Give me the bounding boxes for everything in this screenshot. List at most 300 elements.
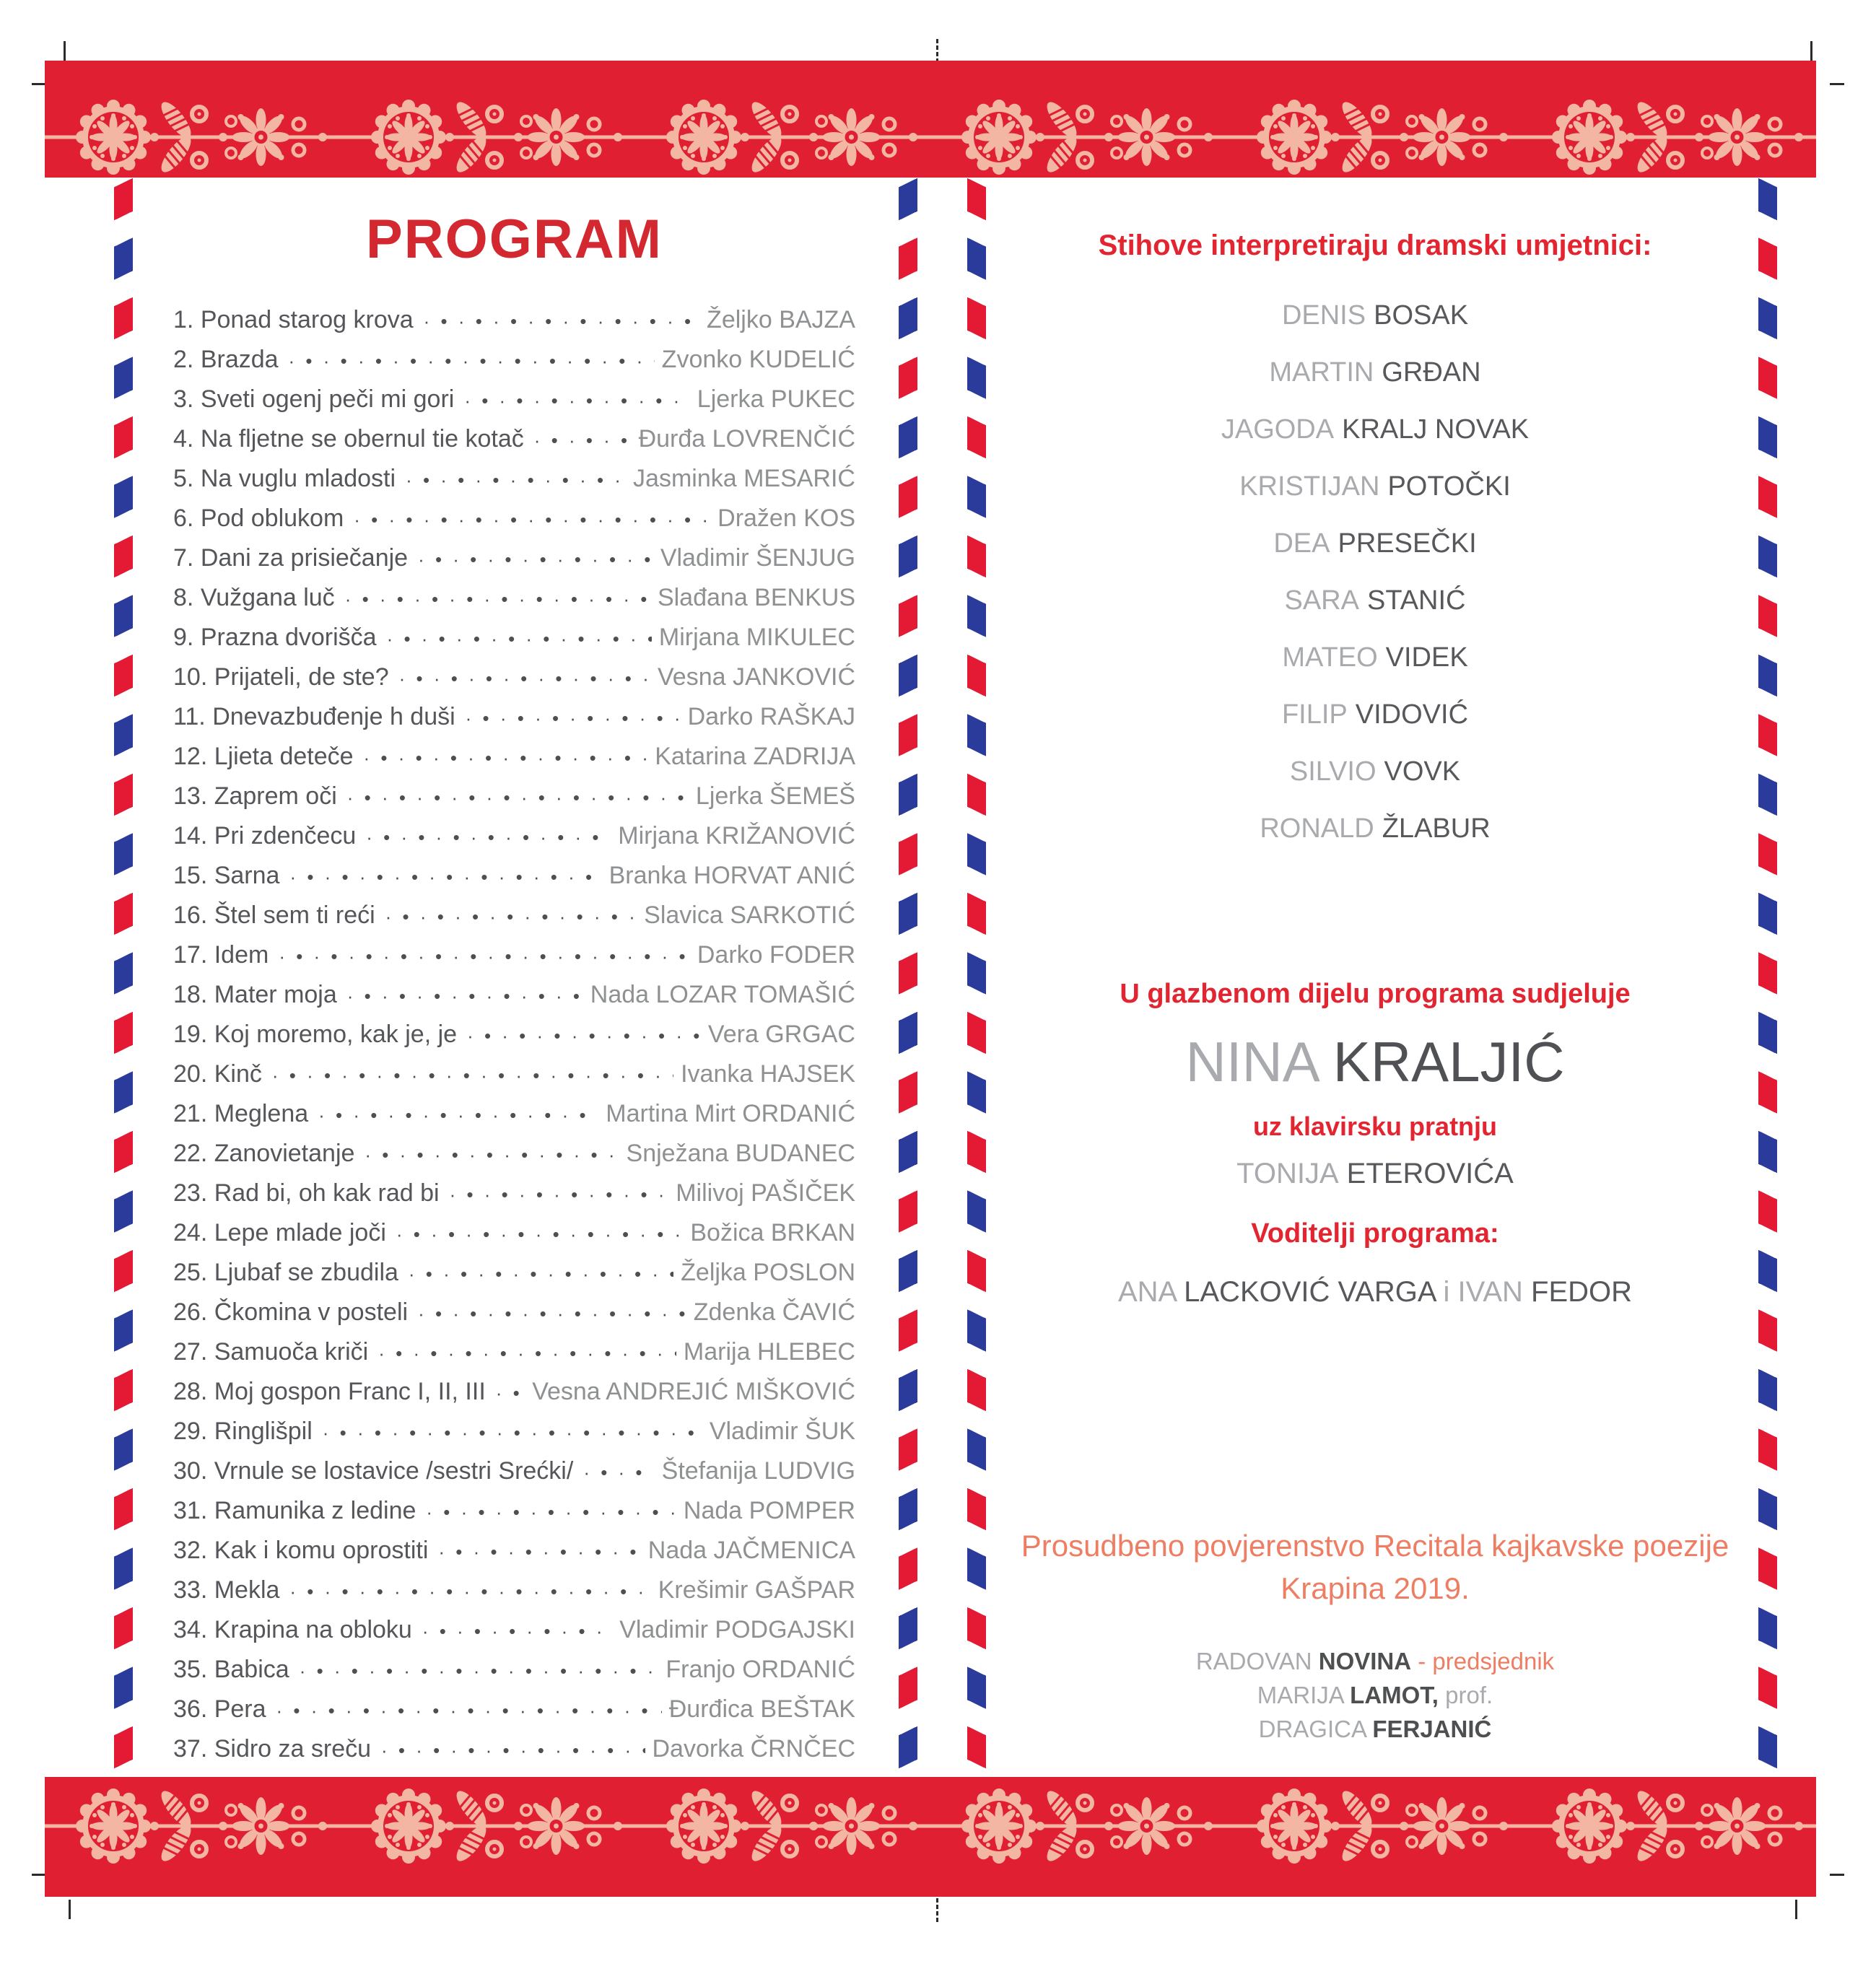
jury3-first-name: DRAGICA	[1258, 1716, 1373, 1742]
performer-first-name: RONALD	[1260, 813, 1374, 844]
poem-performer: Zdenka ČAVIĆ	[693, 1298, 855, 1326]
poem-performer: Vesna JANKOVIĆ	[657, 663, 855, 691]
performer-row	[1018, 572, 1732, 629]
poem-number: 25.	[173, 1259, 208, 1286]
poem-title-text: Mekla	[214, 1576, 280, 1604]
poem-title-text: Na vuglu mladosti	[200, 465, 396, 492]
interpreters-heading: Stihove interpretiraju dramski umjetnici:	[1098, 230, 1652, 261]
poem-title-text: Kinč	[214, 1060, 262, 1088]
poem-title	[173, 1491, 416, 1531]
poem-title	[173, 459, 396, 499]
poem-performer: Krešimir GAŠPAR	[658, 1576, 855, 1604]
poem-number: 9.	[173, 624, 194, 651]
performer-last-name: KRALJ NOVAK	[1342, 414, 1530, 445]
folk-border-bottom-pattern	[45, 1783, 1816, 1869]
jury-heading-line1: Prosudbeno povjerenstvo Recitala kajkavske poezije	[1021, 1529, 1729, 1563]
poem-title	[173, 777, 337, 816]
dotted-leader	[366, 818, 611, 857]
poem-title-text: Ringlišpil	[214, 1418, 313, 1445]
program-list-item	[173, 1372, 855, 1412]
crop-mark-top-left-h	[32, 83, 46, 85]
poem-title-text: Mater moja	[214, 981, 337, 1008]
performer-row	[1018, 458, 1732, 515]
dotted-leader	[289, 857, 601, 897]
poem-performer: Darko RAŠKAJ	[687, 703, 855, 730]
performers-list	[1018, 287, 1732, 857]
poem-number: 29.	[173, 1418, 208, 1445]
poem-number: 34.	[173, 1616, 208, 1643]
host1-first-name: ANA	[1117, 1276, 1185, 1308]
poem-title-text: Kak i komu oprostiti	[214, 1537, 429, 1564]
poem-title	[173, 1690, 266, 1729]
jury1-role: - predsjednik	[1411, 1648, 1555, 1674]
dotted-leader	[534, 421, 632, 460]
dotted-leader	[300, 1651, 659, 1691]
dotted-leader	[318, 1096, 598, 1135]
program-list-item	[173, 1571, 855, 1610]
performer-first-name: MATEO	[1282, 642, 1378, 673]
jury-member-row	[1018, 1644, 1732, 1678]
page-title: PROGRAM	[366, 209, 663, 270]
poem-title	[173, 737, 354, 777]
poem-title	[173, 1571, 279, 1610]
program-list-item	[173, 1213, 855, 1253]
dotted-leader	[323, 1413, 702, 1453]
poem-performer: Vesna ANDREJIĆ MIŠKOVIĆ	[532, 1378, 855, 1405]
poem-performer: Slavica SARKOTIĆ	[644, 901, 855, 929]
program-list-item	[173, 816, 855, 856]
folk-border-top	[45, 61, 1816, 178]
poem-title	[173, 1650, 289, 1690]
poem-performer: Zvonko KUDELIĆ	[661, 346, 855, 373]
poem-title-text: Na fljetne se obernul tie kotač	[200, 425, 524, 453]
poem-performer: Nada POMPER	[683, 1497, 855, 1524]
poem-number: 1.	[173, 306, 194, 333]
poem-performer: Marija HLEBEC	[683, 1338, 855, 1366]
program-list-item	[173, 1134, 855, 1174]
poem-number: 35.	[173, 1656, 208, 1683]
poem-title-text: Sveti ogenj peči mi gori	[200, 385, 455, 413]
poem-title	[173, 1015, 457, 1054]
crop-mark-bottom-center	[936, 1898, 938, 1922]
poem-title	[173, 658, 389, 697]
poem-title-text: Lepe mlade joči	[214, 1219, 386, 1246]
folk-border-top-pattern	[45, 94, 1816, 178]
performer-last-name: GRĐAN	[1382, 357, 1481, 388]
poem-number: 37.	[173, 1735, 208, 1763]
poem-title-text: Sidro za sreču	[214, 1735, 372, 1763]
dotted-leader	[354, 500, 710, 540]
poem-title-text: Idem	[214, 941, 269, 969]
poem-number: 24.	[173, 1219, 208, 1246]
dotted-leader	[276, 1691, 662, 1731]
performer-row	[1018, 515, 1732, 572]
poem-title	[173, 1610, 412, 1650]
jury3-last-name: FERJANIĆ	[1372, 1716, 1492, 1742]
poem-number: 11.	[173, 703, 206, 730]
poem-title	[173, 1253, 398, 1293]
jury2-first-name: MARIJA	[1257, 1682, 1351, 1708]
crop-mark-top-right-v	[1810, 41, 1812, 61]
poem-title	[173, 300, 414, 340]
poem-title-text: Moj gospon Franc I, II, III	[214, 1378, 486, 1405]
poem-number: 5.	[173, 465, 194, 492]
poem-performer: Vera GRGAC	[707, 1021, 855, 1048]
performer-row	[1018, 743, 1732, 800]
poem-title-text: Samuoča kriči	[214, 1338, 369, 1366]
poem-performer: Davorka ČRNČEC	[652, 1735, 855, 1763]
dotted-leader	[365, 1135, 619, 1175]
program-list-item	[173, 935, 855, 975]
poem-performer: Katarina ZADRIJA	[655, 743, 855, 770]
crop-mark-bottom-left-v	[69, 1900, 71, 1919]
poem-performer: Mirjana MIKULEC	[658, 624, 855, 651]
poem-performer: Vladimir PODGAJSKI	[619, 1616, 855, 1643]
dotted-leader	[381, 1731, 645, 1770]
jury1-last-name: NOVINA	[1318, 1648, 1412, 1674]
dotted-leader	[409, 1254, 673, 1294]
program-list-item	[173, 737, 855, 777]
dotted-leader	[418, 1294, 686, 1334]
performer-last-name: BOSAK	[1374, 300, 1469, 331]
performer-first-name: JAGODA	[1221, 414, 1335, 445]
hosts-heading: Voditelji programa:	[1251, 1218, 1499, 1249]
dotted-leader	[406, 460, 626, 500]
dotted-leader	[418, 540, 653, 580]
poem-number: 22.	[173, 1140, 208, 1167]
program-list-item	[173, 697, 855, 737]
program-list-item	[173, 578, 855, 618]
performer-last-name: POTOČKI	[1387, 471, 1511, 502]
poem-performer: Slađana BENKUS	[657, 584, 855, 611]
dotted-leader	[347, 778, 689, 818]
poem-performer: Ljerka ŠEMEŠ	[695, 782, 855, 810]
program-list-item	[173, 1491, 855, 1531]
jury-heading-line2: Krapina 2019.	[1281, 1571, 1470, 1605]
poem-title	[173, 340, 279, 380]
performer-row	[1018, 287, 1732, 344]
poem-title	[173, 1293, 408, 1332]
dotted-leader	[467, 1016, 701, 1056]
poem-performer: Željko BAJZA	[707, 306, 855, 333]
poem-title	[173, 1174, 440, 1213]
performer-first-name: SARA	[1284, 585, 1359, 616]
poem-title	[173, 1094, 308, 1134]
poem-performer: Vladimir ŠENJUG	[660, 544, 855, 572]
airmail-stripe-middle-left	[899, 178, 917, 1773]
poem-title	[173, 1134, 354, 1174]
poem-title-text: Koj moremo, kak je, je	[214, 1021, 458, 1048]
poem-title	[173, 856, 279, 896]
poem-number: 4.	[173, 425, 194, 453]
program-list-item	[173, 459, 855, 499]
dotted-leader	[378, 1334, 676, 1373]
poem-performer: Martina Mirt ORDANIĆ	[606, 1100, 855, 1127]
poem-title-text: Ljieta deteče	[214, 743, 354, 770]
performer-first-name: KRISTIJAN	[1239, 471, 1380, 502]
dotted-leader	[289, 341, 655, 381]
program-list-item	[173, 618, 855, 658]
program-list-item	[173, 1293, 855, 1332]
poem-title-text: Zaprem oči	[214, 782, 337, 810]
poem-number: 7.	[173, 544, 194, 572]
poem-number: 30.	[173, 1457, 208, 1485]
host1-last-name: LACKOVIĆ VARGA	[1184, 1276, 1436, 1308]
poem-performer: Željka POSLON	[681, 1259, 855, 1286]
folk-border-bottom	[45, 1777, 1816, 1897]
program-list-item	[173, 658, 855, 697]
poem-performer: Branka HORVAT ANIĆ	[608, 862, 855, 889]
poem-number: 3.	[173, 385, 194, 413]
poem-performer: Darko FODER	[697, 941, 855, 969]
poem-performer: Dražen KOS	[717, 505, 855, 532]
performer-last-name: VOVK	[1384, 756, 1461, 787]
singer-first-name: NINA	[1185, 1030, 1320, 1093]
poem-title	[173, 1054, 262, 1094]
poem-title	[173, 896, 375, 935]
program-list-item	[173, 340, 855, 380]
program-list-item	[173, 300, 855, 340]
poem-performer: Nada JAČMENICA	[647, 1537, 855, 1564]
poem-number: 2.	[173, 346, 194, 373]
performer-first-name: SILVIO	[1289, 756, 1377, 787]
dotted-leader	[345, 580, 650, 619]
poem-number: 36.	[173, 1695, 208, 1723]
program-list-item	[173, 1729, 855, 1769]
crop-mark-top-left-v	[64, 41, 66, 61]
poem-title-text: Zanovietanje	[214, 1140, 355, 1167]
poem-title-text: Rad bi, oh kak rad bi	[214, 1179, 440, 1207]
dotted-leader	[426, 1493, 676, 1532]
performer-last-name: STANIĆ	[1366, 585, 1466, 616]
performer-last-name: VIDOVIĆ	[1355, 699, 1469, 730]
program-list-item	[173, 1174, 855, 1213]
poem-number: 15.	[173, 862, 208, 889]
poem-title-text: Pera	[214, 1695, 266, 1723]
dotted-leader	[399, 659, 650, 699]
performer-last-name: VIDEK	[1385, 642, 1468, 673]
jury1-first-name: RADOVAN	[1195, 1648, 1319, 1674]
poem-title	[173, 975, 337, 1015]
performer-last-name: ŽLABUR	[1382, 813, 1491, 844]
poem-title-text: Čkomina v posteli	[214, 1298, 409, 1326]
program-list	[173, 300, 855, 1769]
poem-number: 13.	[173, 782, 208, 810]
poem-performer: Franjo ORDANIĆ	[666, 1656, 855, 1683]
poem-performer: Milivoj PAŠIČEK	[676, 1179, 855, 1207]
poem-title	[173, 419, 524, 459]
poem-title-text: Babica	[214, 1656, 289, 1683]
host2-first-name: IVAN	[1457, 1276, 1532, 1308]
poem-number: 18.	[173, 981, 208, 1008]
program-list-item	[173, 1412, 855, 1451]
piano-accompaniment-label: uz klavirsku pratnju	[1252, 1111, 1498, 1141]
program-list-item	[173, 419, 855, 459]
pianist-name	[1018, 1158, 1732, 1190]
performer-row	[1018, 686, 1732, 743]
dotted-leader	[289, 1572, 650, 1612]
poem-title	[173, 1213, 386, 1253]
poem-title	[173, 816, 356, 856]
performer-last-name: PRESEČKI	[1338, 528, 1477, 559]
performer-row	[1018, 629, 1732, 686]
poem-title	[173, 380, 454, 419]
poem-number: 21.	[173, 1100, 208, 1127]
poem-title	[173, 1332, 368, 1372]
dotted-leader	[464, 381, 689, 421]
poem-title	[173, 499, 344, 538]
performer-first-name: MARTIN	[1269, 357, 1374, 388]
poem-title-text: Vužgana luč	[200, 584, 335, 611]
dotted-leader	[272, 1056, 673, 1096]
dotted-leader	[496, 1373, 525, 1413]
performer-first-name: DENIS	[1281, 300, 1366, 331]
dotted-leader	[347, 977, 583, 1016]
dotted-leader	[396, 1215, 683, 1254]
poem-title	[173, 935, 269, 975]
poem-title-text: Vrnule se lostavice /sestri Srećki/	[214, 1457, 574, 1485]
poem-number: 20.	[173, 1060, 208, 1088]
poem-title-text: Prijateli, de ste?	[214, 663, 389, 691]
performer-row	[1018, 344, 1732, 401]
performer-first-name: DEA	[1273, 528, 1330, 559]
poem-title-text: Sarna	[214, 862, 280, 889]
dotted-leader	[450, 1175, 669, 1215]
hosts-names	[1018, 1276, 1732, 1309]
dotted-leader	[583, 1453, 654, 1493]
pianist-last-name: ETEROVIĆA	[1346, 1158, 1514, 1189]
poem-title	[173, 1531, 428, 1571]
crop-mark-bottom-right-v	[1795, 1900, 1797, 1919]
program-list-item	[173, 1094, 855, 1134]
poem-title-text: Pri zdenčecu	[214, 822, 357, 850]
poem-performer: Đurđa LOVRENČIĆ	[638, 425, 855, 453]
dotted-leader	[466, 699, 681, 738]
program-list-item	[173, 1253, 855, 1293]
program-list-item	[173, 777, 855, 816]
poem-number: 33.	[173, 1576, 208, 1604]
poem-title	[173, 538, 408, 578]
program-list-item	[173, 1531, 855, 1571]
poem-title-text: Dani za prisiečanje	[200, 544, 409, 572]
poem-performer: Štefanija LUDVIG	[661, 1457, 855, 1485]
program-list-item	[173, 1690, 855, 1729]
poem-title-text: Meglena	[214, 1100, 309, 1127]
dotted-leader	[364, 738, 648, 778]
poem-title-text: Ponad starog krova	[200, 306, 414, 333]
dotted-leader	[422, 1612, 612, 1651]
poem-performer: Nada LOZAR TOMAŠIĆ	[590, 981, 855, 1008]
dotted-leader	[424, 302, 699, 341]
poem-number: 8.	[173, 584, 194, 611]
poem-title-text: Pod oblukom	[200, 505, 344, 532]
poem-performer: Vladimir ŠUK	[709, 1418, 855, 1445]
crop-mark-bottom-left-h	[32, 1874, 46, 1876]
pianist-first-name: TONIJA	[1236, 1158, 1339, 1189]
poem-performer: Mirjana KRIŽANOVIĆ	[618, 822, 855, 850]
crop-mark-bottom-right-h	[1830, 1874, 1844, 1876]
poem-title-text: Dnevazbuđenje h duši	[212, 703, 455, 730]
music-section-heading: U glazbenom dijelu programa sudjeluje	[1120, 979, 1631, 1009]
poem-title	[173, 578, 335, 618]
poem-title	[173, 618, 377, 658]
poem-title-text: Štel sem ti reći	[214, 901, 375, 929]
poem-number: 32.	[173, 1537, 208, 1564]
jury2-last-name: LAMOT,	[1350, 1682, 1439, 1708]
poem-title	[173, 1451, 573, 1491]
program-list-item	[173, 538, 855, 578]
performer-row	[1018, 800, 1732, 857]
hosts-separator: i	[1435, 1276, 1458, 1308]
poem-performer: Božica BRKAN	[690, 1219, 855, 1246]
poem-number: 12.	[173, 743, 208, 770]
crop-mark-top-center	[936, 39, 938, 63]
poem-performer: Ivanka HAJSEK	[681, 1060, 855, 1088]
host2-last-name: FEDOR	[1531, 1276, 1633, 1308]
poem-number: 6.	[173, 505, 194, 532]
poem-number: 10.	[173, 663, 208, 691]
program-list-item	[173, 1332, 855, 1372]
poem-number: 28.	[173, 1378, 208, 1405]
performer-first-name: FILIP	[1281, 699, 1348, 730]
poem-performer: Jasminka MESARIĆ	[633, 465, 855, 492]
program-list-item	[173, 499, 855, 538]
poem-performer: Ljerka PUKEC	[697, 385, 855, 413]
poem-title-text: Prazna dvorišča	[200, 624, 377, 651]
poem-number: 16.	[173, 901, 208, 929]
dotted-leader	[279, 937, 690, 977]
jury-members	[1018, 1644, 1732, 1746]
poem-title	[173, 1412, 313, 1451]
poem-number: 31.	[173, 1497, 208, 1524]
program-list-item	[173, 1451, 855, 1491]
poem-number: 14.	[173, 822, 208, 850]
program-list-item	[173, 380, 855, 419]
poem-title	[173, 697, 455, 737]
singer-name	[1018, 1031, 1732, 1093]
crop-mark-top-right-h	[1830, 83, 1844, 85]
jury2-suffix: prof.	[1438, 1682, 1493, 1708]
poem-title-text: Brazda	[200, 346, 279, 373]
program-list-item	[173, 1015, 855, 1054]
dotted-leader	[387, 619, 652, 659]
performer-row	[1018, 401, 1732, 458]
poem-title-text: Ramunika z ledine	[214, 1497, 416, 1524]
program-list-item	[173, 1054, 855, 1094]
program-list-item	[173, 1610, 855, 1650]
poem-title	[173, 1372, 486, 1412]
jury-member-row	[1018, 1712, 1732, 1746]
airmail-stripe-left	[114, 178, 133, 1773]
poem-title	[173, 1729, 371, 1769]
poem-performer: Đurđica BEŠTAK	[668, 1695, 855, 1723]
poem-number: 23.	[173, 1179, 208, 1207]
program-list-item	[173, 1650, 855, 1690]
singer-last-name: KRALJIĆ	[1332, 1030, 1565, 1093]
program-list-item	[173, 975, 855, 1015]
poem-title-text: Krapina na obloku	[214, 1616, 412, 1643]
dotted-leader	[438, 1532, 640, 1572]
dotted-leader	[385, 897, 637, 937]
program-list-item	[173, 856, 855, 896]
poem-number: 26.	[173, 1298, 208, 1326]
poem-number: 27.	[173, 1338, 208, 1366]
poem-number: 19.	[173, 1021, 208, 1048]
jury-member-row	[1018, 1678, 1732, 1712]
poem-title-text: Ljubaf se zbudila	[214, 1259, 398, 1286]
program-list-item	[173, 896, 855, 935]
jury-heading	[978, 1524, 1772, 1610]
